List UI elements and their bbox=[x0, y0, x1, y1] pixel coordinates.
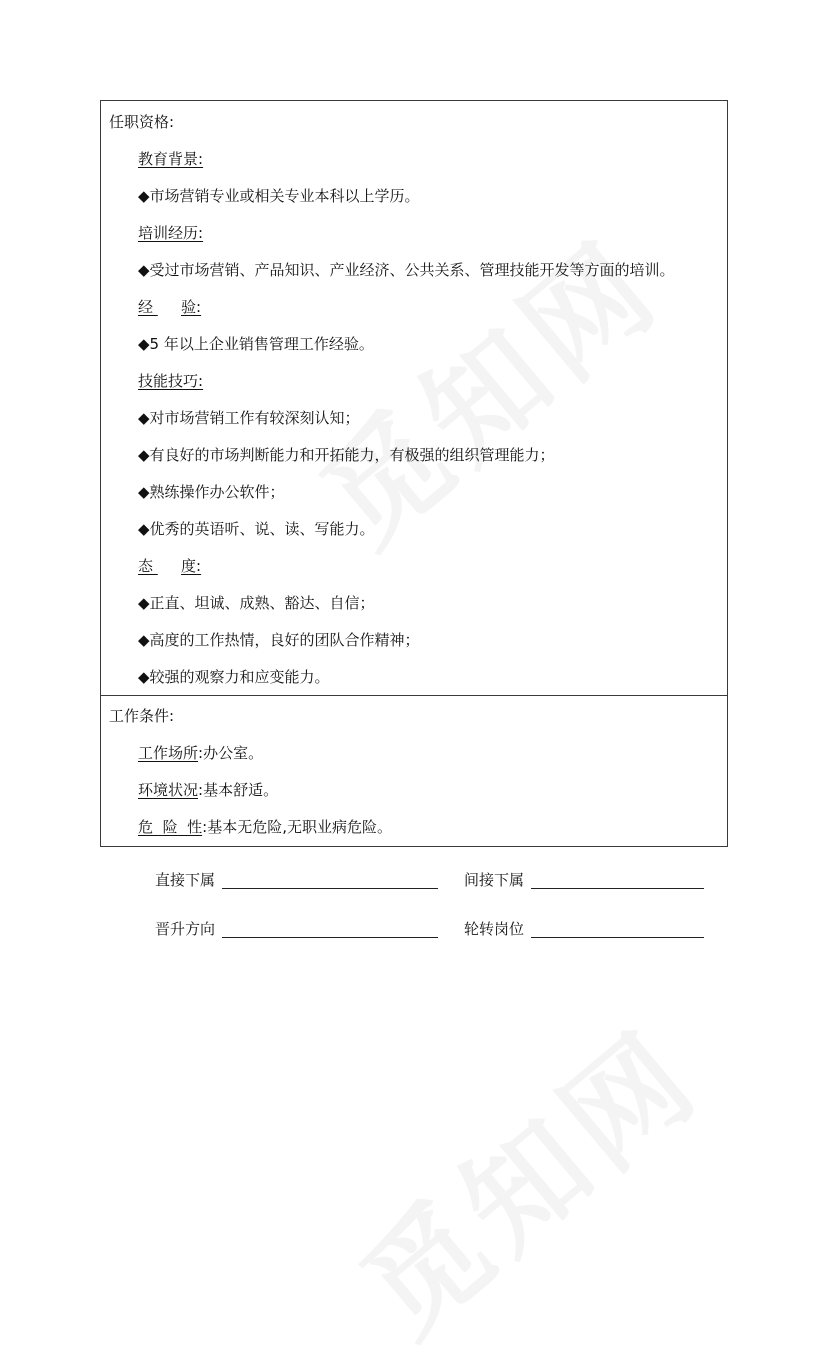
environment-label: 环境状况 bbox=[138, 781, 199, 799]
rotation-line[interactable] bbox=[531, 937, 704, 938]
rotation-label: 轮转岗位 bbox=[464, 920, 525, 938]
training-label: 培训经历 bbox=[138, 224, 199, 242]
promotion-label: 晋升方向 bbox=[155, 920, 216, 938]
work-place-label: 工作场所 bbox=[138, 744, 199, 762]
attitude-item: ◆正直、坦诚、成熟、豁达、自信； bbox=[138, 594, 375, 612]
skills-colon: : bbox=[198, 372, 204, 390]
danger-gap-1 bbox=[153, 818, 163, 836]
direct-subordinate-label: 直接下属 bbox=[155, 871, 216, 889]
skills-item: ◆熟练操作办公软件； bbox=[138, 483, 285, 501]
conditions-title: 工作条件: bbox=[109, 707, 175, 725]
attitude-item: ◆较强的观察力和应变能力。 bbox=[138, 668, 330, 686]
skills-item: ◆对市场营销工作有较深刻认知； bbox=[138, 409, 360, 427]
attitude-label-b: 度 bbox=[181, 557, 197, 575]
section-divider bbox=[101, 695, 727, 696]
training-item: ◆受过市场营销、产品知识、产业经济、公共关系、管理技能开发等方面的培训。 bbox=[138, 261, 675, 279]
education-heading bbox=[138, 149, 203, 169]
attitude-colon: : bbox=[196, 557, 202, 575]
training-heading bbox=[138, 223, 203, 243]
education-colon: : bbox=[198, 150, 204, 168]
danger-value: :基本无危险,无职业病危险。 bbox=[202, 818, 392, 836]
job-requirements-table bbox=[100, 100, 728, 847]
environment-value: :基本舒适。 bbox=[198, 781, 279, 799]
experience-item: ◆5 年以上企业销售管理工作经验。 bbox=[138, 335, 374, 353]
work-place-value: :办公室。 bbox=[198, 744, 264, 762]
danger-gap-2 bbox=[178, 818, 188, 836]
qualifications-title: 任职资格: bbox=[109, 113, 175, 131]
attitude-heading bbox=[138, 556, 201, 576]
skills-label: 技能技巧 bbox=[138, 372, 199, 390]
watermark-lower bbox=[320, 985, 729, 1367]
attitude-label-a: 态 bbox=[138, 557, 154, 575]
danger-row bbox=[138, 817, 392, 837]
education-item: ◆市场营销专业或相关专业本科以上学历。 bbox=[138, 187, 420, 205]
direct-subordinate-line[interactable] bbox=[222, 888, 438, 889]
environment-row bbox=[138, 780, 278, 800]
experience-label-a: 经 bbox=[138, 298, 154, 316]
experience-colon: : bbox=[196, 298, 202, 316]
experience-label-b: 验 bbox=[181, 298, 197, 316]
indirect-subordinate-line[interactable] bbox=[531, 888, 704, 889]
experience-heading bbox=[138, 297, 201, 317]
promotion-line[interactable] bbox=[222, 937, 438, 938]
skills-heading bbox=[138, 371, 203, 391]
training-colon: : bbox=[198, 224, 204, 242]
attitude-item: ◆高度的工作热情，良好的团队合作精神； bbox=[138, 631, 420, 649]
danger-label-c: 性 bbox=[187, 818, 203, 836]
danger-label-b: 险 bbox=[162, 818, 178, 836]
experience-label-gap bbox=[153, 297, 181, 317]
attitude-label-gap bbox=[153, 556, 181, 576]
danger-label-a: 危 bbox=[138, 818, 154, 836]
skills-item: ◆优秀的英语听、说、读、写能力。 bbox=[138, 520, 375, 538]
education-label: 教育背景 bbox=[138, 150, 199, 168]
skills-item: ◆有良好的市场判断能力和开拓能力，有极强的组织管理能力； bbox=[138, 446, 555, 464]
work-place-row bbox=[138, 743, 263, 763]
indirect-subordinate-label: 间接下属 bbox=[464, 871, 525, 889]
